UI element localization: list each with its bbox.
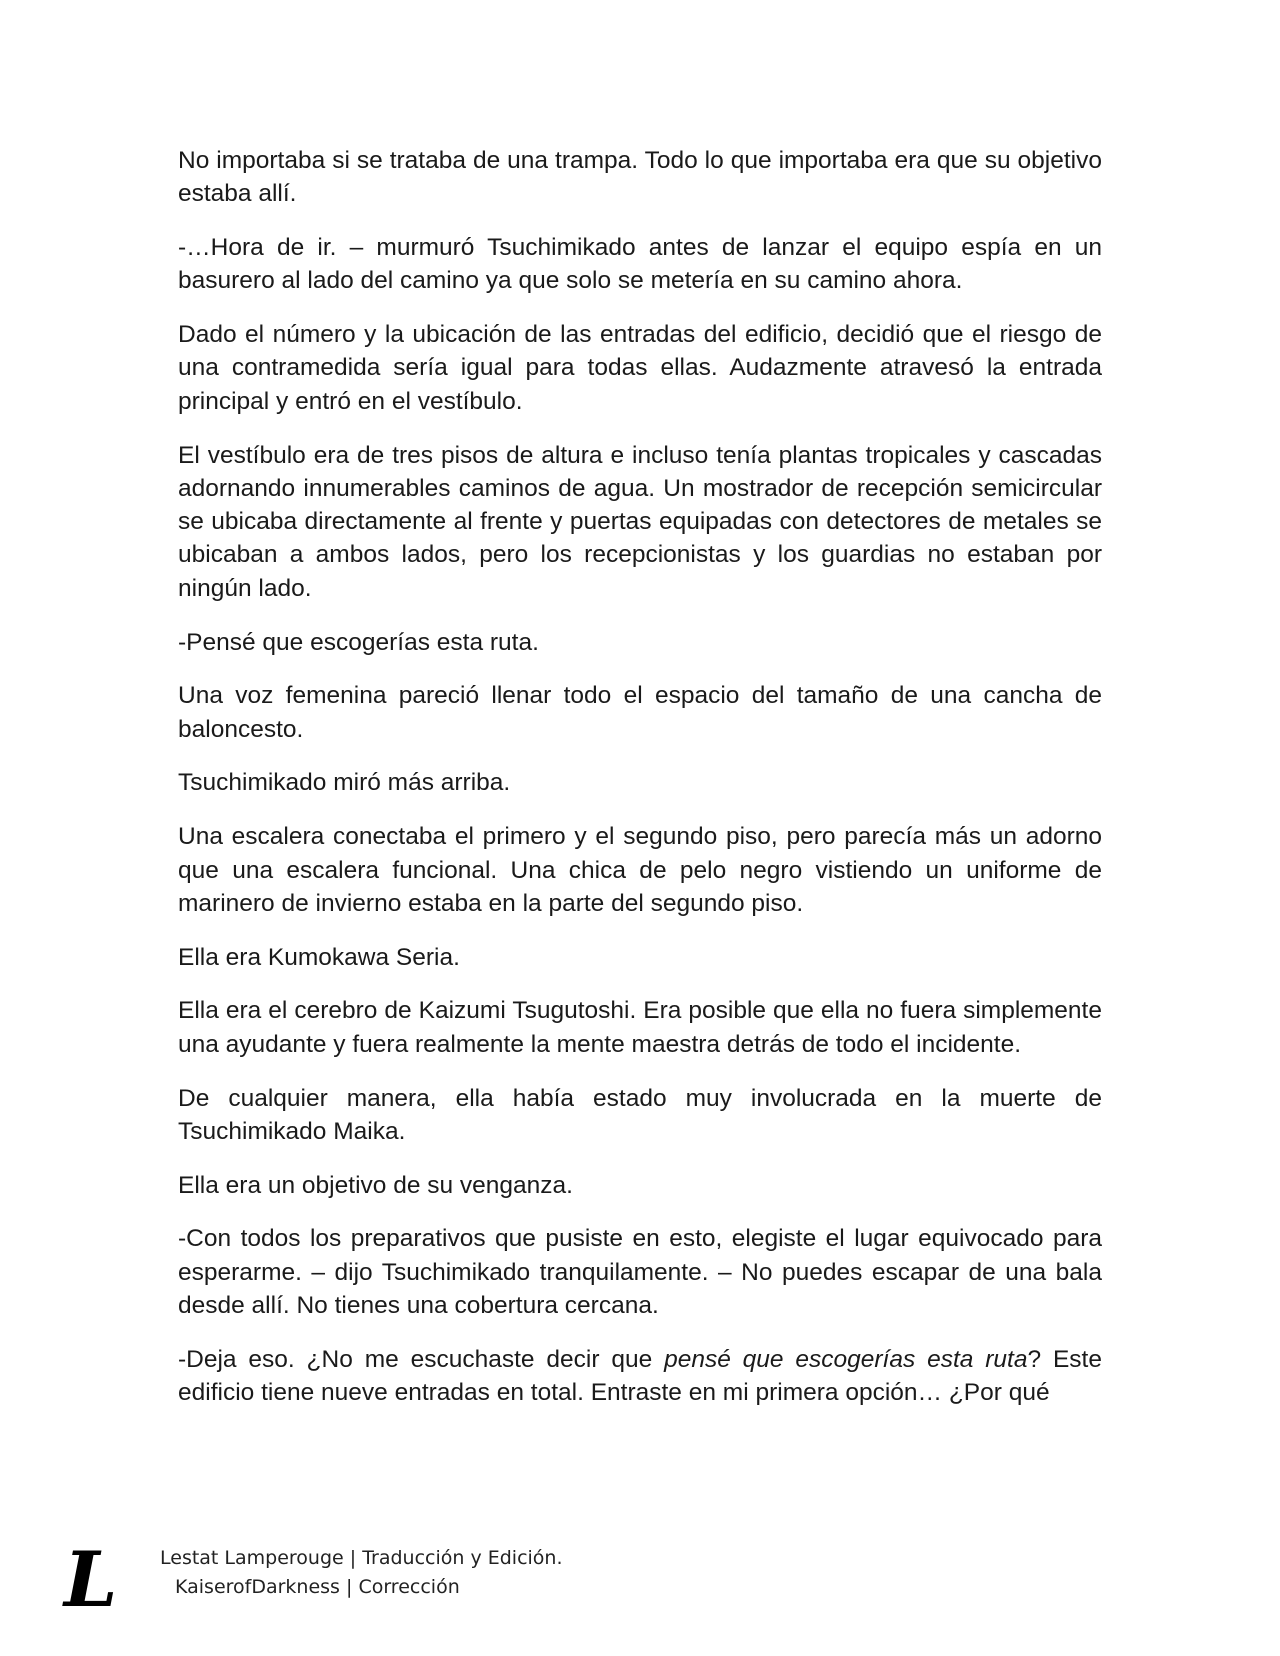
paragraph-3: Dado el número y la ubicación de las entradas del edificio, decidió que el riesgo de una contramedida sería igual para todas ellas. Audazmente atravesó la entrada principal y entró en el vestíbulo. (178, 321, 1102, 415)
paragraph-11: De cualquier manera, ella había estado muy involucrada en la muerte de Tsuchimikado Maika. (178, 1084, 1102, 1145)
footer-credit-correction: KaiserofDarkness | Corrección (175, 1575, 460, 1598)
paragraph-10: Ella era el cerebro de Kaizumi Tsugutoshi. Era posible que ella no fuera simplemente una ayudante y fuera realmente la mente maestra detrás de todo el incidente. (178, 997, 1102, 1058)
paragraph-7: Tsuchimikado miró más arriba. (178, 769, 511, 797)
page-footer (64, 1535, 664, 1640)
paragraph-14-end: ? Este edificio tiene nueve entradas en total. Entraste en mi primera opción… ¿Por qué (178, 1345, 1102, 1407)
paragraph-12: Ella era un objetivo de su venganza. (178, 1171, 573, 1199)
document-body (178, 144, 1102, 1430)
paragraph-14 (178, 1343, 1102, 1410)
paragraph-4: El vestíbulo era de tres pisos de altura e incluso tenía plantas tropicales y cascadas adornando innumerables caminos de agua. Un mostrador de recepción semicircular se ubicaba directamente al frente y puertas equipadas con detectores de metales se ubicaban a ambos lados, pero los recepcionistas y los guardias no estaban por ningún lado. (178, 441, 1102, 602)
paragraph-14-start: -Deja eso. ¿No me escuchaste decir que (178, 1345, 665, 1373)
paragraph-14-italic: pensé que escogerías esta ruta (664, 1345, 1028, 1373)
footer-credit-translation: Lestat Lamperouge | Traducción y Edición. (160, 1547, 563, 1569)
paragraph-1: No importaba si se trataba de una trampa. Todo lo que importaba era que su objetivo estaba allí. (178, 147, 1102, 208)
paragraph-13: -Con todos los preparativos que pusiste en esto, elegiste el lugar equivocado para esperarme. – dijo Tsuchimikado tranquilamente. – No puedes escapar de una bala desde allí. No tienes una cobertura cercana. (178, 1225, 1102, 1320)
paragraph-2: -…Hora de ir. – murmuró Tsuchimikado antes de lanzar el equipo espía en un basurero al lado del camino ya que solo se metería en su camino ahora. (178, 234, 1102, 295)
footer-credits (160, 1544, 563, 1601)
paragraph-9: Ella era Kumokawa Seria. (178, 943, 460, 971)
paragraph-6: Una voz femenina pareció llenar todo el espacio del tamaño de una cancha de baloncesto. (178, 682, 1102, 743)
paragraph-5: -Pensé que escogerías esta ruta. (178, 628, 539, 656)
paragraph-8: Una escalera conectaba el primero y el segundo piso, pero parecía más un adorno que una escalera funcional. Una chica de pelo negro vistiendo un uniforme de marinero de invierno estaba en la parte del segundo piso. (178, 823, 1102, 917)
gothic-l-logo-icon: L (64, 1535, 118, 1624)
